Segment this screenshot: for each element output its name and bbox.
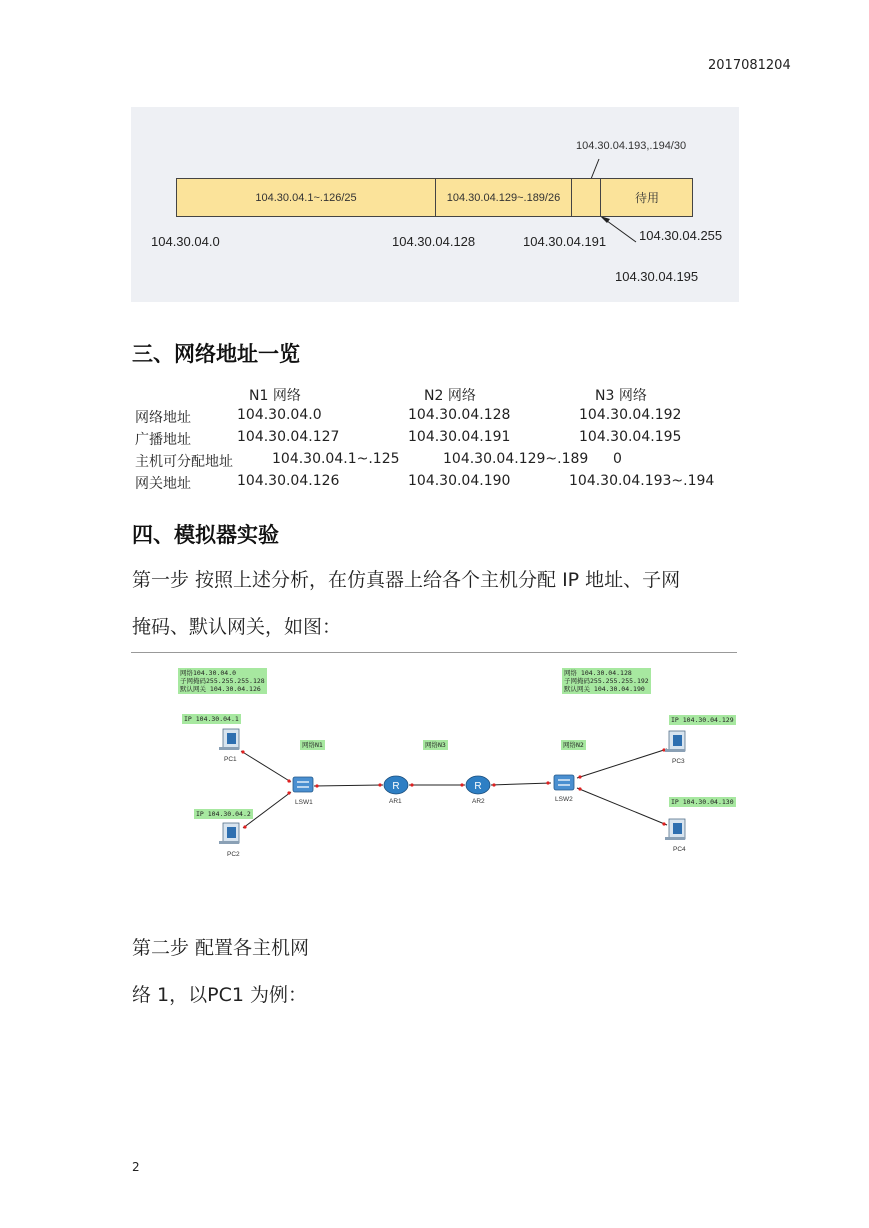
lsw1-label: LSW1 <box>295 799 313 806</box>
table-cell: 104.30.04.1~.125 <box>272 451 400 467</box>
port-dot <box>287 791 290 794</box>
port-dot <box>460 783 463 786</box>
addr-label-255: 104.30.04.255 <box>639 228 723 243</box>
pc3-label: PC3 <box>672 758 685 765</box>
segment-n1: 104.30.04.1~.126/25 <box>177 179 436 216</box>
pc1-icon <box>219 729 239 750</box>
section4-title: 四、模拟器实验 <box>132 523 279 547</box>
segment-n2: 104.30.04.129~.189/26 <box>436 179 572 216</box>
table-cell: 104.30.04.190 <box>408 473 511 489</box>
topology-figure <box>131 655 737 875</box>
col-header-n3: N3 网络 <box>595 388 647 404</box>
port-dot <box>492 783 495 786</box>
pc1-label: PC1 <box>224 756 237 763</box>
addr-label-128: 104.30.04.128 <box>392 234 476 249</box>
link-ar2-lsw2 <box>491 783 551 785</box>
row-label: 广播地址 <box>135 432 191 448</box>
port-dot <box>241 750 244 753</box>
port-dot <box>410 783 413 786</box>
table-cell: 104.30.04.128 <box>408 407 511 423</box>
document-id: 2017081204 <box>708 58 791 73</box>
row-label: 网关地址 <box>135 476 191 492</box>
step1-line1: 第一步 按照上述分析，在仿真器上给各个主机分配 IP 地址、子网 <box>132 569 681 591</box>
segment-reserved: 待用 <box>634 191 659 205</box>
pc1-ip-label: IP 104.30.04.1 <box>184 715 239 723</box>
link-lsw1-ar1 <box>314 785 383 786</box>
step1-line2: 掩码、默认网关，如图： <box>132 616 342 638</box>
table-cell: 104.30.04.195 <box>579 429 682 445</box>
pc2-label: PC2 <box>227 851 240 858</box>
section3-title: 三、网络地址一览 <box>132 342 300 366</box>
right-network-info: 网络 104.30.04.128 子网掩码255.255.255.192 默认网关 104.30.04.190 <box>564 669 649 693</box>
port-dot <box>578 787 581 790</box>
port-dot <box>662 822 665 825</box>
ar1-router-icon <box>384 776 408 794</box>
port-dot <box>378 783 381 786</box>
pc3-icon <box>665 731 685 752</box>
pc2-icon <box>219 823 239 844</box>
table-cell: 104.30.04.191 <box>408 429 511 445</box>
svg-text:R: R <box>392 781 400 792</box>
step2-line2: 络 1，以PC1 为例： <box>132 984 307 1006</box>
ar1-label: AR1 <box>389 798 402 805</box>
step2-line1: 第二步 配置各主机网 <box>132 937 310 959</box>
port-dot <box>578 775 581 778</box>
lsw1-icon <box>293 777 313 792</box>
col-header-n1: N1 网络 <box>249 388 301 404</box>
net-label-n2: 网络N2 <box>563 741 584 749</box>
row-label: 网络地址 <box>135 410 191 426</box>
port-dot <box>315 784 318 787</box>
link-lsw2-pc3 <box>577 749 667 778</box>
lsw2-label: LSW2 <box>555 796 573 803</box>
lsw2-icon <box>554 775 574 790</box>
svg-text:R: R <box>474 781 482 792</box>
table-cell: 104.30.04.129~.189 <box>443 451 589 467</box>
ar2-router-icon <box>466 776 490 794</box>
port-dot <box>243 825 246 828</box>
pc4-ip-label: IP 104.30.04.130 <box>671 798 734 806</box>
pc2-ip-label: IP 104.30.04.2 <box>196 810 251 818</box>
left-network-info: 网络104.30.04.0 子网掩码255.255.255.128 默认网关 104.30.04.126 <box>180 669 265 693</box>
row-label: 主机可分配地址 <box>135 454 233 470</box>
addr-label-0: 104.30.04.0 <box>151 234 220 249</box>
ar2-label: AR2 <box>472 798 485 805</box>
addr-label-191: 104.30.04.191 <box>523 234 607 249</box>
net-label-n3: 网络N3 <box>425 741 446 749</box>
segment-n3 <box>572 179 601 216</box>
address-map-figure <box>131 107 739 302</box>
port-dot <box>546 781 549 784</box>
link-lsw2-pc4 <box>577 788 667 825</box>
table-cell: 104.30.04.0 <box>237 407 322 423</box>
table-cell: 104.30.04.193~.194 <box>569 473 715 489</box>
address-bar <box>176 178 693 217</box>
n3-range-label: 104.30.04.193,.194/30 <box>576 140 687 152</box>
table-cell: 104.30.04.192 <box>579 407 682 423</box>
page-number: 2 <box>132 1160 140 1174</box>
port-dot <box>287 779 290 782</box>
table-cell: 104.30.04.127 <box>237 429 340 445</box>
figure-divider <box>131 652 737 653</box>
net-label-n1: 网络N1 <box>302 741 323 749</box>
pc4-label: PC4 <box>673 846 686 853</box>
table-cell: 104.30.04.126 <box>237 473 340 489</box>
pc3-ip-label: IP 104.30.04.129 <box>671 716 734 724</box>
col-header-n2: N2 网络 <box>424 388 476 404</box>
addr-label-195: 104.30.04.195 <box>615 269 699 284</box>
table-cell: 0 <box>613 451 622 467</box>
link-pc1-lsw1 <box>241 751 291 782</box>
pc4-icon <box>665 819 685 840</box>
